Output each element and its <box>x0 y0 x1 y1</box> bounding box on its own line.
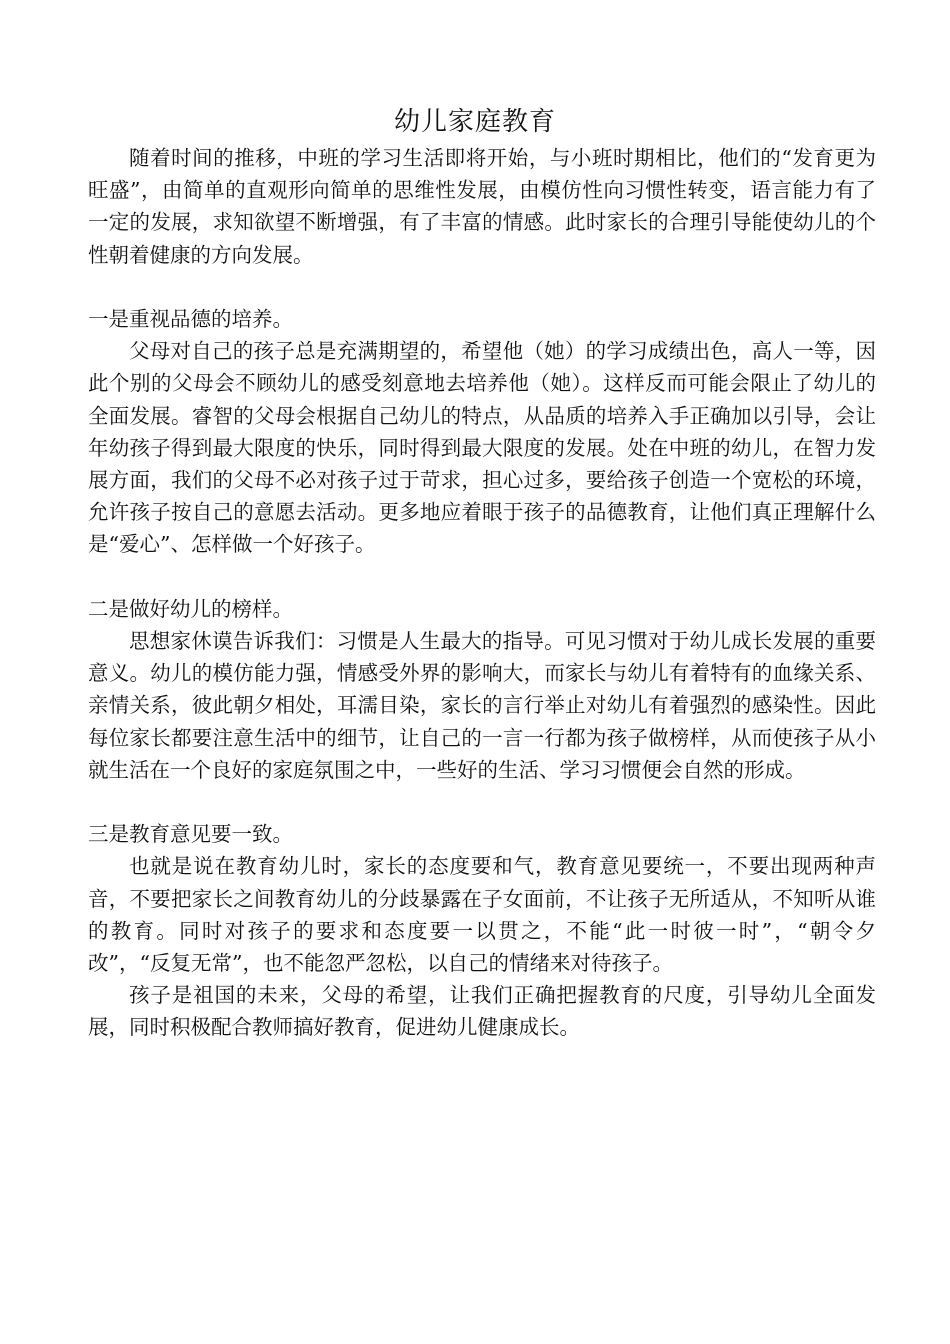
paragraph-spacer <box>88 561 876 593</box>
paragraph-spacer <box>88 271 876 303</box>
section-heading-1: 一是重视品德的培养。 <box>88 307 293 331</box>
paragraph-spacer <box>88 786 876 818</box>
intro-paragraph: 随着时间的推移，中班的学习生活即将开始，与小班时期相比，他们的“发育更为旺盛”，由简单的直观形向简单的思维性发展，由模仿性向习惯性转变，语言能力有了一定的发展，求知欲望不断增强，有了丰富的情感。此时家长的合理引导能使幼儿的个性朝着健康的方向发展。 <box>88 146 876 267</box>
section-body-2: 思想家休谟告诉我们：习惯是人生最大的指导。可见习惯对于幼儿成长发展的重要意义。幼儿的模仿能力强，情感受外界的影响大，而家长与幼儿有着特有的血缘关系、亲情关系，彼此朝夕相处，耳濡目染，家长的言行举止对幼儿有着强烈的感染性。因此每位家长都要注意生活中的细节，让自己的一言一行都为孩子做榜样，从而使孩子从小就生活在一个良好的家庭氛围之中，一些好的生活、学习习惯便会自然的形成。 <box>88 629 876 782</box>
section-heading-2: 二是做好幼儿的榜样。 <box>88 596 293 621</box>
section-body-3: 也就是说在教育幼儿时，家长的态度要和气，教育意见要统一，不要出现两种声音，不要把家长之间教育幼儿的分歧暴露在子女面前，不让孩子无所适从，不知听从谁的教育。同时对孩子的要求和态度要一以贯之，不能“此一时彼一时”，“朝令夕改”，“反复无常”，也不能忽严忽松，以自己的情绪来对待孩子。 <box>88 854 876 976</box>
document-title: 幼儿家庭教育 <box>393 107 556 137</box>
document-body <box>88 142 876 1044</box>
conclusion-paragraph: 孩子是祖国的未来，父母的希望，让我们正确把握教育的尺度，引导幼儿全面发展，同时积极配合教师搞好教育，促进幼儿健康成长。 <box>88 983 876 1040</box>
section-body-1: 父母对自己的孩子总是充满期望的，希望他（她）的学习成绩出色，高人一等，因此个别的父母会不顾幼儿的感受刻意地去培养他（她）。这样反而可能会限止了幼儿的全面发展。睿智的父母会根据自己幼儿的特点，从品质的培养入手正确加以引导，会让年幼孩子得到最大限度的快乐，同时得到最大限度的发展。处在中班的幼儿，在智力发展方面，我们的父母不必对孩子过于苛求，担心过多，要给孩子创造一个宽松的环境，允许孩子按自己的意愿去活动。更多地应着眼于孩子的品德教育，让他们真正理解什么是“爱心”、怎样做一个好孩子。 <box>88 339 876 557</box>
section-heading-3: 三是教育意见要一致。 <box>88 822 293 847</box>
